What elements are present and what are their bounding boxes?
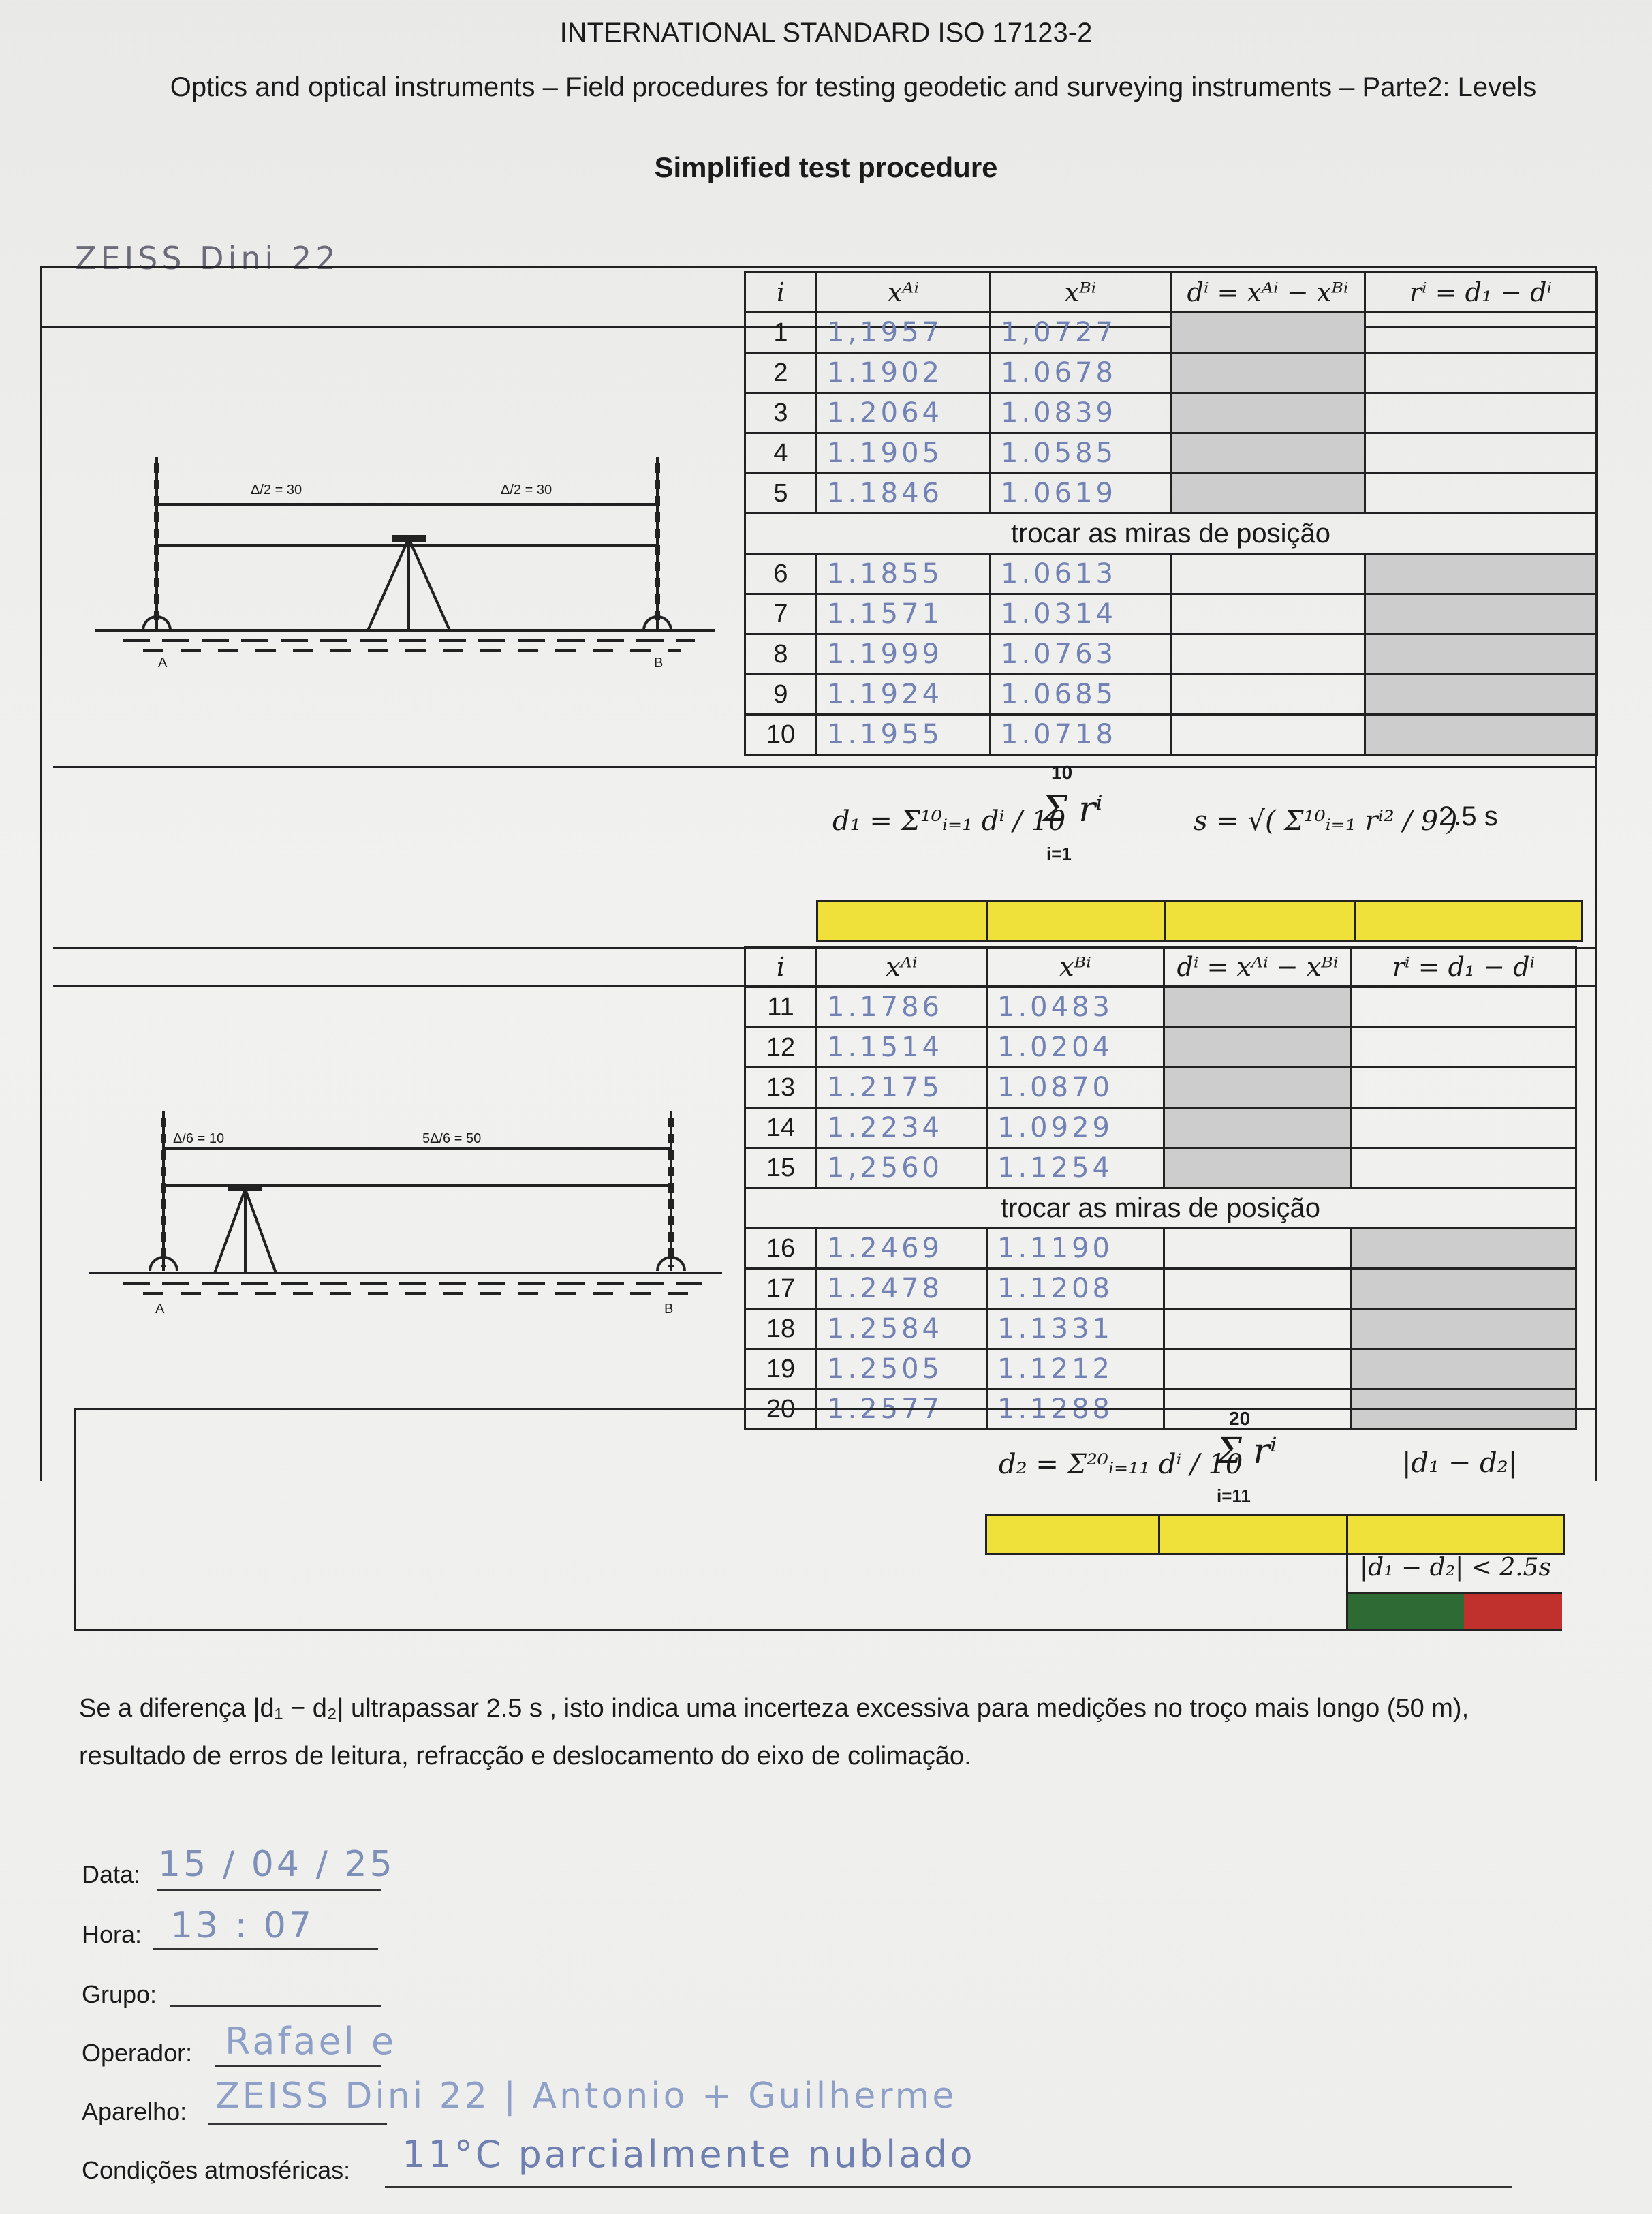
r-cell[interactable] bbox=[1365, 433, 1597, 474]
d-cell[interactable] bbox=[1164, 1269, 1352, 1309]
hora-value[interactable]: 13 : 07 bbox=[170, 1905, 314, 1946]
xb-value[interactable]: 1.0483 bbox=[987, 987, 1164, 1028]
table-row bbox=[745, 433, 1597, 474]
table-row bbox=[745, 1028, 1576, 1068]
d-cell[interactable] bbox=[1164, 1309, 1352, 1349]
r-cell[interactable] bbox=[1352, 1309, 1576, 1349]
two-point-five-s: 2.5 s bbox=[1439, 801, 1498, 831]
level-diagram-1 bbox=[82, 422, 722, 675]
row-index: 20 bbox=[745, 1389, 817, 1430]
sum1-upper-limit: 10 bbox=[1051, 762, 1073, 783]
sum1-lower-limit: i=1 bbox=[1046, 844, 1072, 864]
xa-value[interactable]: 1.2584 bbox=[817, 1309, 987, 1349]
d-cell[interactable] bbox=[1164, 1108, 1352, 1148]
row-index: 1 bbox=[745, 313, 817, 353]
instrument-note: ZEISS Dini 22 bbox=[75, 240, 340, 277]
r-cell[interactable] bbox=[1352, 1148, 1576, 1188]
row-index: 19 bbox=[745, 1349, 817, 1389]
xa-value[interactable]: 1.1924 bbox=[817, 675, 991, 715]
d2-formula: d₂ = Σ²⁰ᵢ₌₁₁ dⁱ / 10 bbox=[999, 1449, 1243, 1480]
row-index: 8 bbox=[745, 634, 817, 675]
xb-value[interactable]: 1.0839 bbox=[991, 393, 1171, 433]
d1-result-cell[interactable] bbox=[816, 900, 991, 942]
sum1-r: Σ rⁱ bbox=[1042, 789, 1103, 830]
explanation-line-1: Se a diferença |d₁ − d₂| ultrapassar 2.5 s , isto indica uma incerteza excessiva para medições no troço mais longo (50 m), bbox=[79, 1694, 1469, 1723]
xb-value[interactable]: 1.0613 bbox=[991, 554, 1171, 594]
xb-value[interactable]: 1.0619 bbox=[991, 474, 1171, 514]
explanation-line-2: resultado de erros de leitura, refracção e deslocamento do eixo de colimação. bbox=[79, 1742, 971, 1770]
diagram2-label-right: 5Δ/6 = 50 bbox=[422, 1131, 482, 1146]
xb-value[interactable]: 1.1208 bbox=[987, 1269, 1164, 1309]
header-r: rⁱ = d₁ − dⁱ bbox=[1365, 273, 1597, 313]
header-i: i bbox=[745, 273, 817, 313]
r-cell[interactable] bbox=[1365, 474, 1597, 514]
two-point-five-s-result-cell[interactable] bbox=[1354, 900, 1583, 942]
diagram2-label-left: Δ/6 = 10 bbox=[173, 1131, 225, 1146]
procedure-title: Simplified test procedure bbox=[654, 151, 998, 183]
r-cell[interactable] bbox=[1352, 1108, 1576, 1148]
d-cell[interactable] bbox=[1171, 474, 1365, 514]
d1-formula: d₁ = Σ¹⁰ᵢ₌₁ dⁱ / 10 bbox=[832, 805, 1066, 837]
xb-value[interactable]: 1.1190 bbox=[987, 1229, 1164, 1269]
xa-value[interactable]: 1.1786 bbox=[817, 987, 987, 1028]
diagram1-label-left: Δ/2 = 30 bbox=[251, 482, 302, 497]
table-row bbox=[745, 634, 1597, 675]
xb-value[interactable]: 1.0678 bbox=[991, 353, 1171, 393]
xa-value[interactable]: 1.1902 bbox=[817, 353, 991, 393]
xb-value[interactable]: 1.0314 bbox=[991, 594, 1171, 634]
aparelho-underline bbox=[208, 2123, 387, 2125]
row-index: 6 bbox=[745, 554, 817, 594]
r-cell[interactable] bbox=[1365, 554, 1597, 594]
table-row bbox=[745, 474, 1597, 514]
header-d: dⁱ = xᴬⁱ − xᴮⁱ bbox=[1164, 947, 1352, 987]
grupo-underline bbox=[170, 2005, 381, 2007]
grupo-label: Grupo: bbox=[82, 1980, 157, 2008]
xa-value[interactable]: 1.1846 bbox=[817, 474, 991, 514]
diagram2-point-a: A bbox=[155, 1302, 165, 1317]
xa-value[interactable]: 1.2064 bbox=[817, 393, 991, 433]
xb-value[interactable]: 1.0929 bbox=[987, 1108, 1164, 1148]
xb-value[interactable]: 1.0585 bbox=[991, 433, 1171, 474]
d-cell[interactable] bbox=[1164, 1068, 1352, 1108]
xa-value[interactable]: 1.1571 bbox=[817, 594, 991, 634]
swap-staffs-label: trocar as miras de posição bbox=[745, 514, 1597, 554]
xa-value[interactable]: 1.2505 bbox=[817, 1349, 987, 1389]
sum-r1-result-cell[interactable] bbox=[986, 900, 1168, 942]
d-cell[interactable] bbox=[1171, 313, 1365, 353]
table-row bbox=[745, 554, 1597, 594]
r-cell[interactable] bbox=[1352, 1269, 1576, 1309]
row-index: 16 bbox=[745, 1229, 817, 1269]
xa-value[interactable]: 1.1905 bbox=[817, 433, 991, 474]
d-cell[interactable] bbox=[1164, 1028, 1352, 1068]
swap-staffs-label: trocar as miras de posição bbox=[745, 1188, 1576, 1229]
xa-value[interactable]: 1.1999 bbox=[817, 634, 991, 675]
table-row bbox=[745, 594, 1597, 634]
table-row bbox=[745, 987, 1576, 1028]
row-index: 10 bbox=[745, 715, 817, 755]
section-left-border-lower bbox=[74, 1408, 76, 1631]
diagram2-point-b: B bbox=[664, 1302, 674, 1317]
table-row bbox=[745, 675, 1597, 715]
xb-value[interactable]: 1,0727 bbox=[991, 313, 1171, 353]
table-row bbox=[745, 1349, 1576, 1389]
r-cell[interactable] bbox=[1352, 1349, 1576, 1389]
document-title: INTERNATIONAL STANDARD ISO 17123-2 bbox=[559, 18, 1093, 48]
d-cell[interactable] bbox=[1171, 715, 1365, 755]
header-xa: xᴬⁱ bbox=[817, 273, 991, 313]
d-cell[interactable] bbox=[1164, 1148, 1352, 1188]
table-row bbox=[745, 1309, 1576, 1349]
header-xb: xᴮⁱ bbox=[991, 273, 1171, 313]
row-index: 14 bbox=[745, 1108, 817, 1148]
r-cell[interactable] bbox=[1365, 634, 1597, 675]
hora-label: Hora: bbox=[82, 1920, 142, 1948]
measurement-table-1 bbox=[744, 271, 1598, 756]
xa-value[interactable]: 1.2234 bbox=[817, 1108, 987, 1148]
header-xa: xᴬⁱ bbox=[817, 947, 987, 987]
d-cell[interactable] bbox=[1164, 987, 1352, 1028]
xa-value[interactable]: 1.2577 bbox=[817, 1389, 987, 1430]
data-label: Data: bbox=[82, 1860, 141, 1888]
table-row bbox=[745, 1148, 1576, 1188]
condicoes-label: Condições atmosféricas: bbox=[82, 2156, 351, 2184]
aparelho-value[interactable]: ZEISS Dini 22 | Antonio + Guilherme bbox=[215, 2076, 957, 2117]
xb-value[interactable]: 1.1254 bbox=[987, 1148, 1164, 1188]
sum2-lower-limit: i=11 bbox=[1217, 1486, 1251, 1506]
row-index: 5 bbox=[745, 474, 817, 514]
r-cell[interactable] bbox=[1352, 1068, 1576, 1108]
abs-difference-result-cell[interactable] bbox=[1346, 1514, 1565, 1555]
r-cell[interactable] bbox=[1352, 987, 1576, 1028]
condicoes-underline bbox=[385, 2186, 1512, 2188]
d2-result-cell[interactable] bbox=[985, 1514, 1162, 1555]
header-r: rⁱ = d₁ − dⁱ bbox=[1352, 947, 1576, 987]
d-cell[interactable] bbox=[1171, 634, 1365, 675]
measurement-table-2 bbox=[744, 946, 1577, 1430]
diagram1-label-right: Δ/2 = 30 bbox=[501, 482, 552, 497]
xa-value[interactable]: 1,2560 bbox=[817, 1148, 987, 1188]
level-diagram-2 bbox=[75, 1083, 729, 1336]
r-cell[interactable] bbox=[1365, 353, 1597, 393]
r-cell[interactable] bbox=[1365, 393, 1597, 433]
document-subtitle: Optics and optical instruments – Field procedures for testing geodetic and surveying instruments – Parte2: Levels bbox=[170, 72, 1537, 102]
r-cell[interactable] bbox=[1365, 675, 1597, 715]
row-index: 9 bbox=[745, 675, 817, 715]
xb-value[interactable]: 1.0718 bbox=[991, 715, 1171, 755]
row-index: 18 bbox=[745, 1309, 817, 1349]
r-cell[interactable] bbox=[1352, 1028, 1576, 1068]
condicoes-value[interactable]: 11°C parcialmente nublado bbox=[402, 2133, 976, 2176]
row-index: 7 bbox=[745, 594, 817, 634]
xa-value[interactable]: 1.2469 bbox=[817, 1229, 987, 1269]
row-index: 17 bbox=[745, 1269, 817, 1309]
diagram1-point-b: B bbox=[654, 656, 664, 671]
d-cell[interactable] bbox=[1171, 594, 1365, 634]
operador-value[interactable]: Rafael e bbox=[225, 2020, 397, 2063]
section1-formula-divider bbox=[53, 766, 1595, 768]
d-cell[interactable] bbox=[1171, 675, 1365, 715]
hora-underline bbox=[153, 1948, 378, 1950]
xb-value[interactable]: 1.1212 bbox=[987, 1349, 1164, 1389]
xb-value[interactable]: 1.0870 bbox=[987, 1068, 1164, 1108]
data-underline bbox=[157, 1889, 381, 1891]
table-row bbox=[745, 393, 1597, 433]
row-index: 4 bbox=[745, 433, 817, 474]
d-cell[interactable] bbox=[1164, 1349, 1352, 1389]
d-cell[interactable] bbox=[1171, 393, 1365, 433]
xb-value[interactable]: 1.0763 bbox=[991, 634, 1171, 675]
row-index: 12 bbox=[745, 1028, 817, 1068]
r-cell[interactable] bbox=[1365, 594, 1597, 634]
data-value[interactable]: 15 / 04 / 25 bbox=[158, 1844, 395, 1885]
d-cell[interactable] bbox=[1164, 1229, 1352, 1269]
s-result-cell[interactable] bbox=[1164, 900, 1358, 942]
xa-value[interactable]: 1.1514 bbox=[817, 1028, 987, 1068]
xa-value[interactable]: 1,1957 bbox=[817, 313, 991, 353]
table-row bbox=[745, 1229, 1576, 1269]
row-index: 3 bbox=[745, 393, 817, 433]
operador-label: Operador: bbox=[82, 2039, 193, 2067]
d-cell[interactable] bbox=[1171, 433, 1365, 474]
operador-underline bbox=[215, 2065, 381, 2067]
row-index: 11 bbox=[745, 987, 817, 1028]
criterion-label: |d₁ − d₂| < 2.5s bbox=[1360, 1554, 1552, 1582]
section2-formula-divider bbox=[74, 1408, 1595, 1410]
aparelho-label: Aparelho: bbox=[82, 2097, 187, 2125]
diagram1-point-a: A bbox=[158, 656, 168, 671]
xa-value[interactable]: 1.2478 bbox=[817, 1269, 987, 1309]
xb-value[interactable]: 1.0685 bbox=[991, 675, 1171, 715]
table-row bbox=[745, 313, 1597, 353]
d-cell[interactable] bbox=[1171, 353, 1365, 393]
sum2-r: Σ rⁱ bbox=[1217, 1431, 1277, 1472]
table-row bbox=[745, 1068, 1576, 1108]
header-i: i bbox=[745, 947, 817, 987]
xa-value[interactable]: 1.1855 bbox=[817, 554, 991, 594]
section-bottom-border bbox=[74, 1629, 1562, 1631]
table-row bbox=[745, 1108, 1576, 1148]
r-cell[interactable] bbox=[1365, 715, 1597, 755]
table-row bbox=[745, 353, 1597, 393]
table-row bbox=[745, 715, 1597, 755]
row-index: 15 bbox=[745, 1148, 817, 1188]
s-formula: s = √( Σ¹⁰ᵢ₌₁ rⁱ² / 9 ) bbox=[1194, 805, 1458, 837]
xa-value[interactable]: 1.2175 bbox=[817, 1068, 987, 1108]
xb-value[interactable]: 1.1288 bbox=[987, 1389, 1164, 1430]
fail-indicator bbox=[1464, 1592, 1562, 1631]
r-cell[interactable] bbox=[1352, 1229, 1576, 1269]
xa-value[interactable]: 1.1955 bbox=[817, 715, 991, 755]
xb-value[interactable]: 1.0204 bbox=[987, 1028, 1164, 1068]
pass-indicator bbox=[1348, 1592, 1464, 1631]
xb-value[interactable]: 1.1331 bbox=[987, 1309, 1164, 1349]
sum2-upper-limit: 20 bbox=[1229, 1408, 1251, 1429]
d-cell[interactable] bbox=[1171, 554, 1365, 594]
row-index: 2 bbox=[745, 353, 817, 393]
sum-r2-result-cell[interactable] bbox=[1158, 1514, 1350, 1555]
row-index: 13 bbox=[745, 1068, 817, 1108]
table-row bbox=[745, 1269, 1576, 1309]
header-xb: xᴮⁱ bbox=[987, 947, 1164, 987]
header-d: dⁱ = xᴬⁱ − xᴮⁱ bbox=[1171, 273, 1365, 313]
r-cell[interactable] bbox=[1365, 313, 1597, 353]
abs-difference-label: |d₁ − d₂| bbox=[1402, 1447, 1518, 1479]
